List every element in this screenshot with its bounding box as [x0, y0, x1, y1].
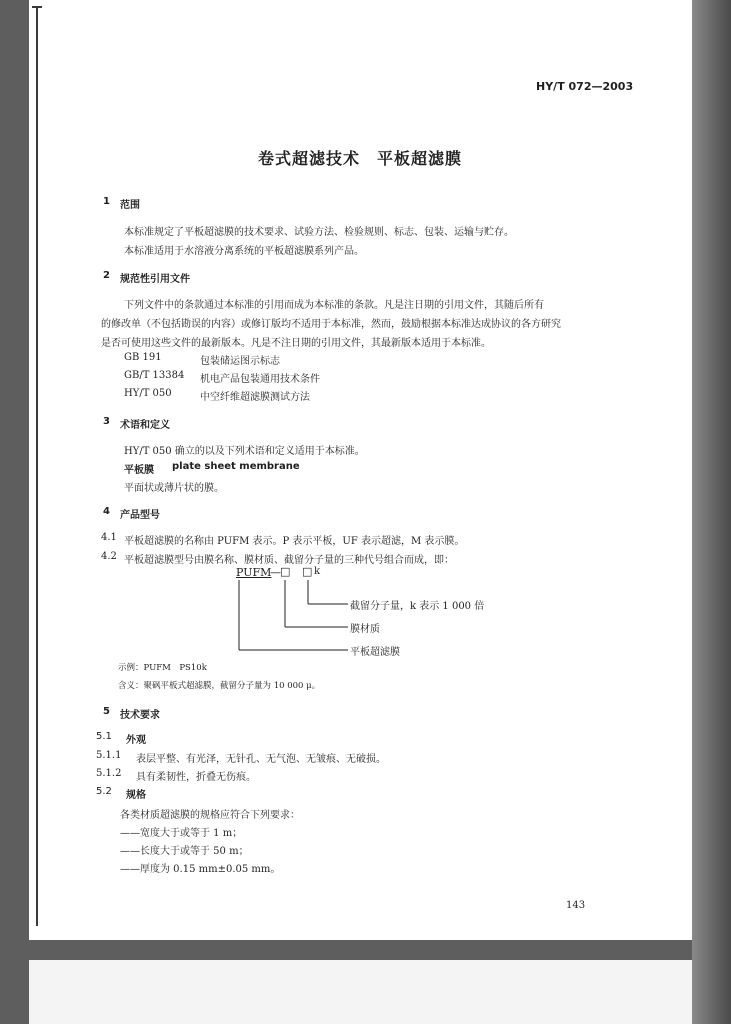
diagram-label-name: 平板超滤膜 — [350, 647, 400, 658]
term-english: plate sheet membrane — [172, 461, 300, 472]
model-code-suffix: k — [314, 566, 321, 577]
section-1-heading: 范围 — [120, 200, 140, 211]
section-1-para-1: 本标准规定了平板超滤膜的技术要求、试验方法、检验规则、标志、包装、运输与贮存。 — [124, 227, 514, 238]
section-1-para-2: 本标准适用于水溶液分离系统的平板超滤膜系列产品。 — [124, 246, 364, 257]
section-2-para-line-1: 下列文件中的条款通过本标准的引用而成为本标准的条款。凡是注日期的引用文件，其随后所有 — [124, 300, 544, 311]
term-definition: 平面状或薄片状的膜。 — [124, 483, 224, 494]
model-code-dash: — — [270, 566, 281, 579]
clause-5-2-heading: 规格 — [126, 790, 146, 801]
term-chinese: 平板膜 — [124, 465, 154, 476]
section-2-para-line-3: 是否可使用这些文件的最新版本。凡是不注日期的引用文件，其最新版本适用于本标准。 — [101, 338, 491, 349]
example-line: 示例：PUFM PS10k — [118, 663, 207, 673]
section-4-number: 4 — [103, 506, 110, 517]
example-meaning: 含义：聚砜平板式超滤膜，截留分子量为 10 000 μ。 — [118, 681, 321, 691]
section-2-para-line-2: 的修改单（不包括勘误的内容）或修订版均不适用于本标准，然而，鼓励根据本标准达成协议的各方研究 — [101, 319, 561, 330]
section-2-number: 2 — [103, 270, 110, 281]
clause-4-1-number: 4.1 — [101, 532, 117, 543]
clause-5-1-2-number: 5.1.2 — [96, 768, 122, 779]
document-title: 卷式超滤技术 平板超滤膜 — [258, 149, 463, 168]
spec-list-item: ——长度大于或等于 50 m； — [120, 846, 249, 857]
ref-code: GB 191 — [124, 352, 162, 363]
clause-4-1-text: 平板超滤膜的名称由 PUFM 表示。P 表示平板，UF 表示超滤，M 表示膜。 — [124, 536, 465, 547]
clause-5-2-number: 5.2 — [96, 786, 112, 797]
section-3-heading: 术语和定义 — [120, 420, 170, 431]
page-number: 143 — [566, 900, 586, 911]
spec-list-item: ——厚度为 0.15 mm±0.05 mm。 — [120, 864, 281, 875]
section-4-heading: 产品型号 — [120, 510, 160, 521]
clause-5-1-1-number: 5.1.1 — [96, 750, 122, 761]
clause-5-2-intro: 各类材质超滤膜的规格应符合下列要求： — [120, 810, 300, 821]
section-2-heading: 规范性引用文件 — [120, 274, 190, 285]
clause-4-2-text: 平板超滤膜型号由膜名称、膜材质、截留分子量的三种代号组合而成，即： — [124, 555, 454, 566]
clause-4-2-number: 4.2 — [101, 551, 117, 562]
section-5-heading: 技术要求 — [120, 710, 160, 721]
diagram-label-mwco: 截留分子量，k 表示 1 000 倍 — [350, 601, 485, 612]
ref-code: GB/T 13384 — [124, 370, 185, 381]
ref-code: HY/T 050 — [124, 388, 172, 399]
clause-5-1-number: 5.1 — [96, 731, 112, 742]
section-3-number: 3 — [103, 416, 110, 427]
model-code-box-mwco: □ — [302, 565, 313, 578]
spec-list-item: ——宽度大于或等于 1 m； — [120, 828, 243, 839]
model-code-box-material: □ — [280, 565, 291, 578]
section-1-number: 1 — [103, 196, 110, 207]
section-3-para: HY/T 050 确立的以及下列术语和定义适用于本标准。 — [124, 446, 365, 457]
clause-5-1-2-text: 具有柔韧性，折叠无伤痕。 — [136, 772, 256, 783]
ref-name: 中空纤维超滤膜测试方法 — [200, 392, 310, 403]
ref-name: 机电产品包装通用技术条件 — [200, 374, 320, 385]
diagram-label-material: 膜材质 — [350, 624, 380, 635]
ref-name: 包装储运图示标志 — [200, 356, 280, 367]
model-code-base: PUFM — [236, 566, 272, 579]
clause-5-1-heading: 外观 — [126, 735, 146, 746]
section-5-number: 5 — [103, 706, 110, 717]
clause-5-1-1-text: 表层平整、有光泽，无针孔、无气泡、无皱痕、无破损。 — [136, 754, 386, 765]
standard-code: HY/T 072—2003 — [536, 80, 634, 93]
